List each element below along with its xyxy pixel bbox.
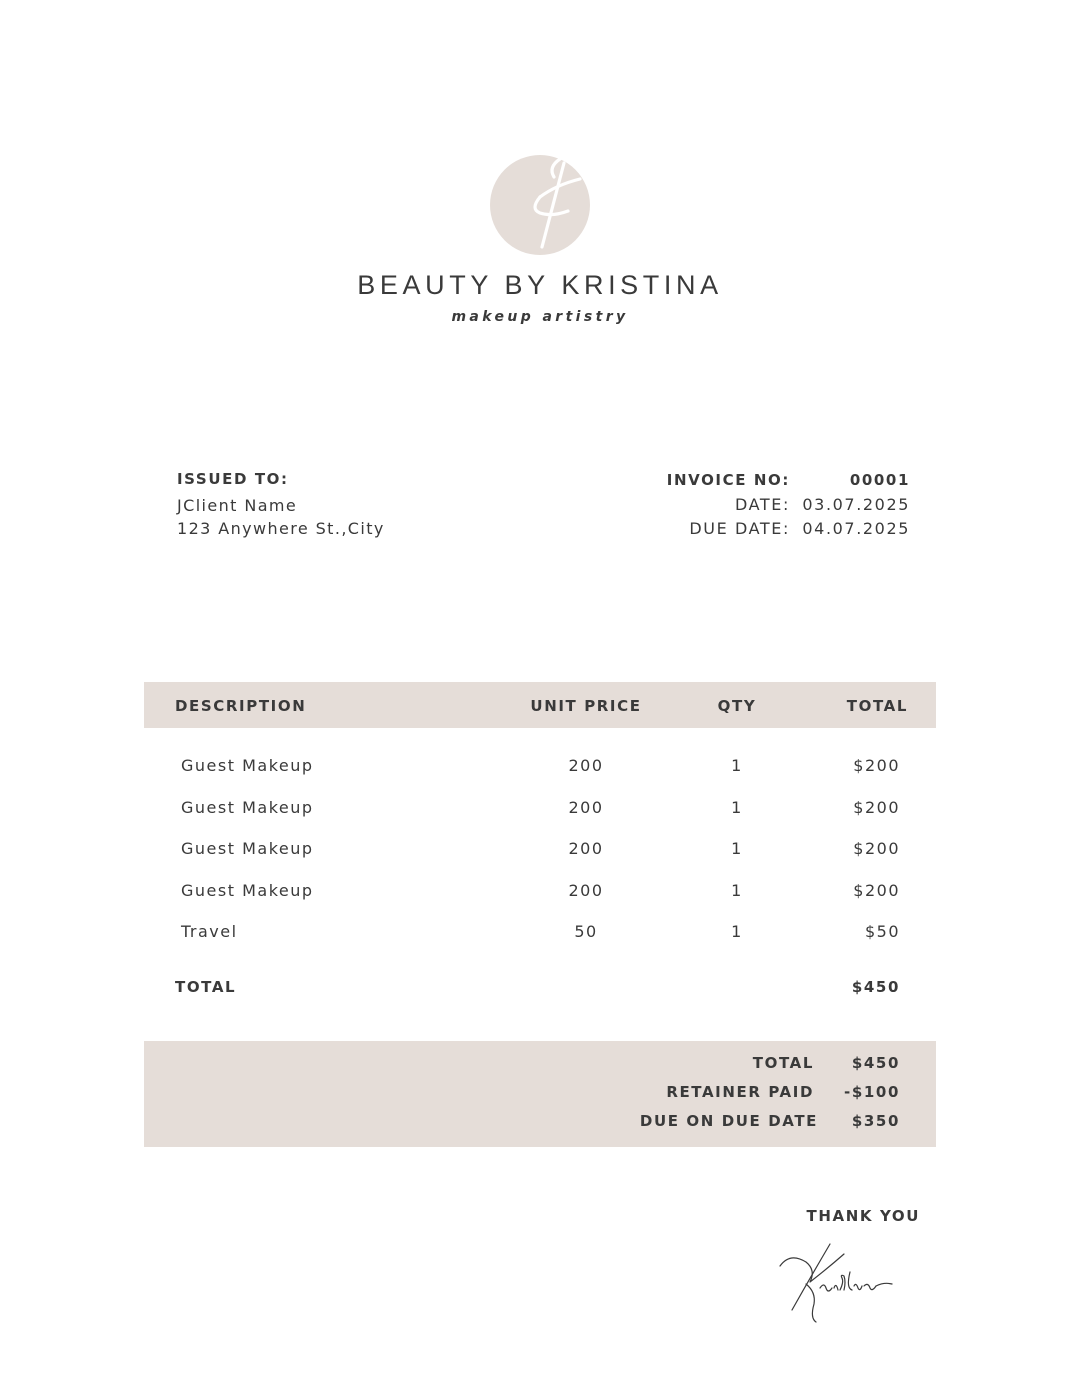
invoice-date-row bbox=[600, 495, 910, 517]
header-qty: QTY bbox=[717, 697, 757, 715]
row-total: $50 bbox=[864, 922, 900, 941]
row-unit-price: 200 bbox=[568, 798, 604, 817]
summary-retainer-value: -$100 bbox=[844, 1083, 900, 1101]
summary-due-label: DUE ON DUE DATE bbox=[639, 1112, 818, 1130]
brand-logo bbox=[490, 155, 590, 255]
table-row bbox=[144, 839, 936, 863]
invoice-due-date: 04.07.2025 bbox=[802, 519, 910, 538]
row-description: Travel bbox=[181, 922, 238, 941]
table-row bbox=[144, 922, 936, 946]
invoice-number-row bbox=[600, 471, 910, 493]
summary-due-row bbox=[144, 1112, 936, 1134]
invoice-date-label: DATE: bbox=[734, 495, 790, 514]
table-total-label: TOTAL bbox=[175, 978, 237, 996]
client-name: JClient Name bbox=[177, 496, 298, 515]
summary-total-label: TOTAL bbox=[752, 1054, 814, 1072]
row-qty: 1 bbox=[731, 922, 743, 941]
row-qty: 1 bbox=[731, 756, 743, 775]
row-total: $200 bbox=[853, 881, 900, 900]
row-qty: 1 bbox=[731, 798, 743, 817]
table-header bbox=[144, 682, 936, 728]
row-unit-price: 50 bbox=[574, 922, 598, 941]
signature bbox=[770, 1238, 900, 1328]
invoice-number-label: INVOICE NO: bbox=[666, 471, 790, 489]
row-qty: 1 bbox=[731, 881, 743, 900]
row-description: Guest Makeup bbox=[181, 839, 314, 858]
summary-box bbox=[144, 1041, 936, 1147]
row-total: $200 bbox=[853, 756, 900, 775]
row-unit-price: 200 bbox=[568, 881, 604, 900]
summary-due-value: $350 bbox=[851, 1112, 900, 1130]
row-description: Guest Makeup bbox=[181, 756, 314, 775]
summary-total-value: $450 bbox=[851, 1054, 900, 1072]
table-total-row bbox=[144, 978, 936, 1002]
row-description: Guest Makeup bbox=[181, 881, 314, 900]
invoice-date: 03.07.2025 bbox=[802, 495, 910, 514]
invoice-due-date-label: DUE DATE: bbox=[689, 519, 790, 538]
row-total: $200 bbox=[853, 839, 900, 858]
table-row bbox=[144, 756, 936, 780]
header-unit-price: UNIT PRICE bbox=[530, 697, 642, 715]
row-unit-price: 200 bbox=[568, 839, 604, 858]
invoice-due-date-row bbox=[600, 519, 910, 541]
brand-tagline: makeup artistry bbox=[451, 309, 629, 325]
row-qty: 1 bbox=[731, 839, 743, 858]
brand-name: BEAUTY BY KRISTINA bbox=[357, 270, 723, 300]
header-total: TOTAL bbox=[846, 697, 908, 715]
table-row bbox=[144, 798, 936, 822]
invoice-number: 00001 bbox=[849, 471, 910, 489]
header-description: DESCRIPTION bbox=[175, 697, 307, 715]
client-address: 123 Anywhere St.,City bbox=[177, 519, 385, 538]
summary-total-row bbox=[144, 1054, 936, 1076]
summary-retainer-label: RETAINER PAID bbox=[666, 1083, 814, 1101]
row-description: Guest Makeup bbox=[181, 798, 314, 817]
issued-to-label: ISSUED TO: bbox=[177, 470, 289, 488]
row-unit-price: 200 bbox=[568, 756, 604, 775]
summary-retainer-row bbox=[144, 1083, 936, 1105]
table-row bbox=[144, 881, 936, 905]
thank-you-text: THANK YOU bbox=[806, 1207, 920, 1225]
row-total: $200 bbox=[853, 798, 900, 817]
table-total-value: $450 bbox=[851, 978, 900, 996]
